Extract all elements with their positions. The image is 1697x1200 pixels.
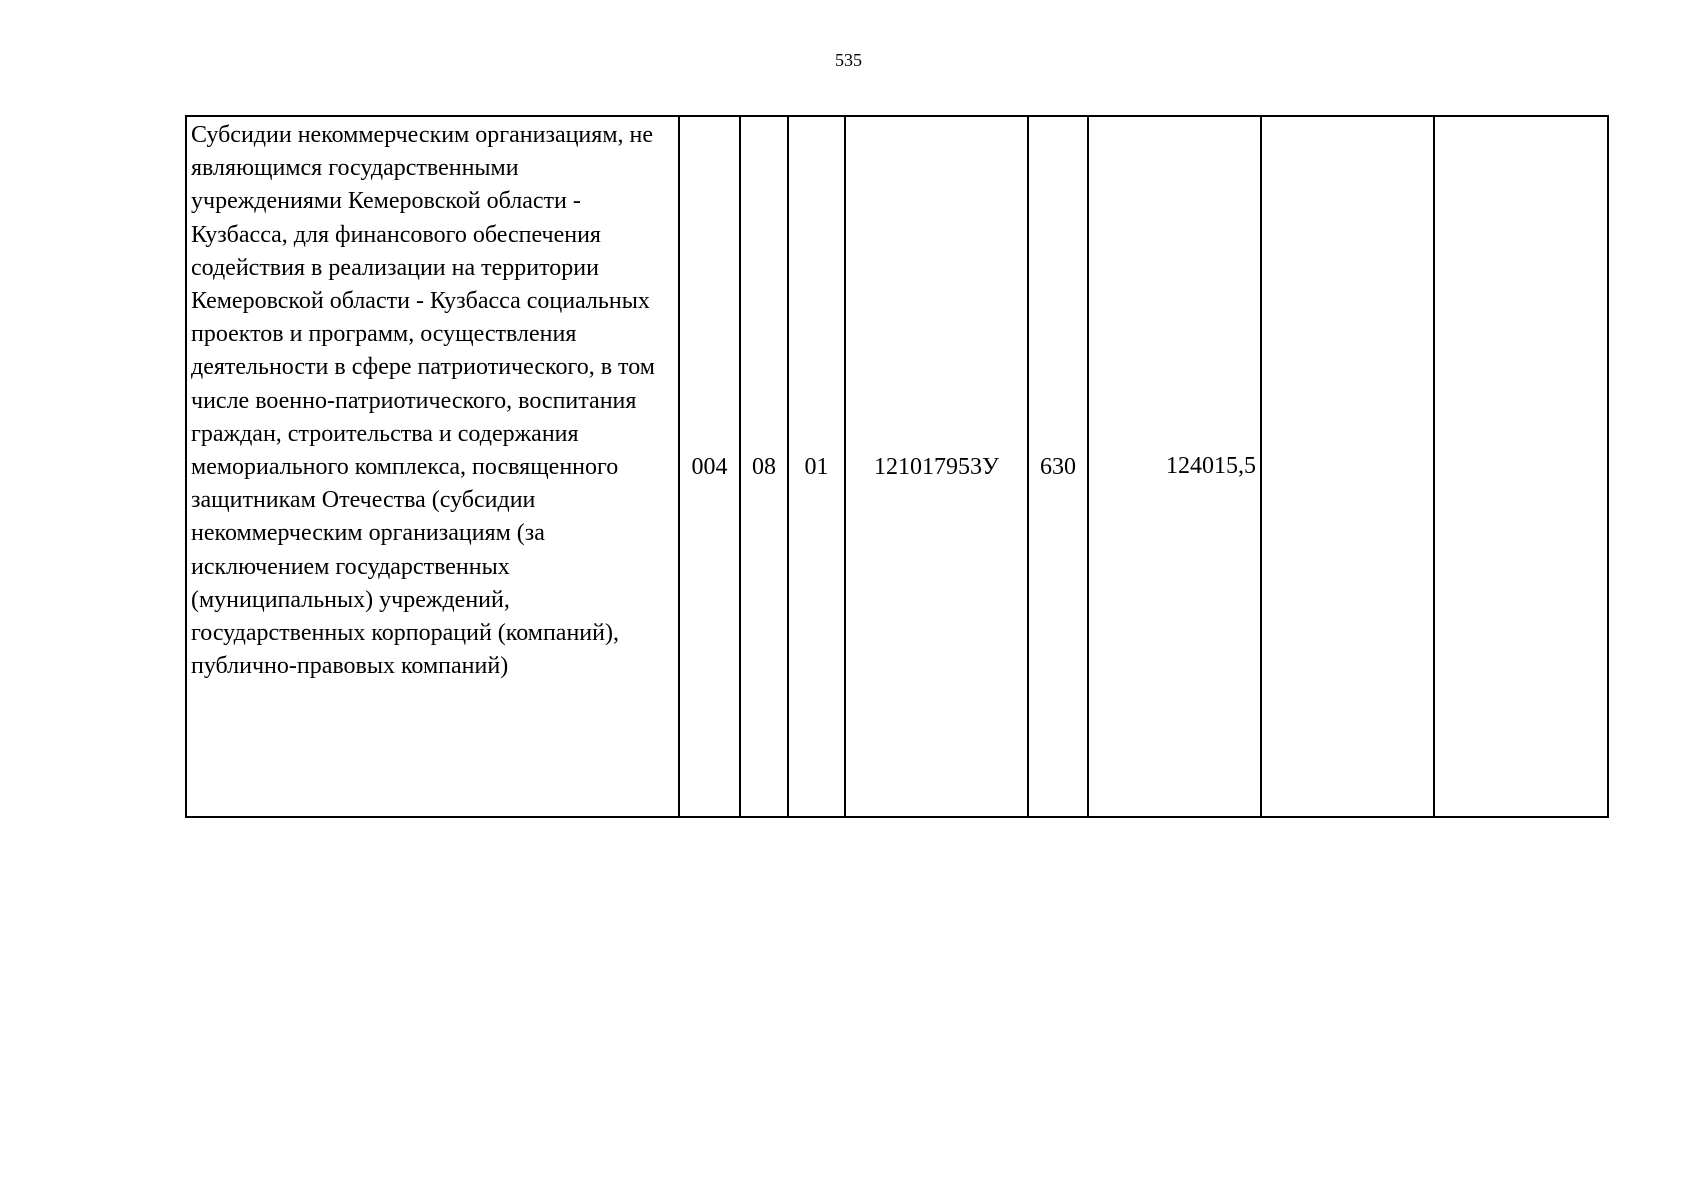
ministry-code: 004 [679, 116, 740, 817]
section-code: 08 [740, 116, 788, 817]
expense-type-code: 630 [1028, 116, 1088, 817]
table-row [186, 116, 1608, 817]
expense-description: Субсидии некоммерческим организациям, не являющимся государственными учреждениями Кемеровской области - Кузбасса, для финансового обеспечения содействия в реализации на территории Кемеровской области - Кузбасса социальных проектов и программ, осуществления деятельности в сфере патриотического, в том числе военно-патриотического, воспитания граждан, строительства и содержания мемориального комплекса, посвященного защитникам Отечества (субсидии некоммерческим организациям (за исключением государственных (муниципальных) учреждений, государственных корпораций (компаний), публично-правовых компаний) [186, 116, 679, 817]
amount-cell-3 [1434, 116, 1608, 817]
amount-cell: 124015,5 [1088, 116, 1261, 817]
budget-table [185, 115, 1609, 818]
page-number: 535 [835, 50, 862, 70]
target-article-code: 121017953У [845, 116, 1028, 817]
amount-cell-2 [1261, 116, 1434, 817]
subsection-code: 01 [788, 116, 845, 817]
